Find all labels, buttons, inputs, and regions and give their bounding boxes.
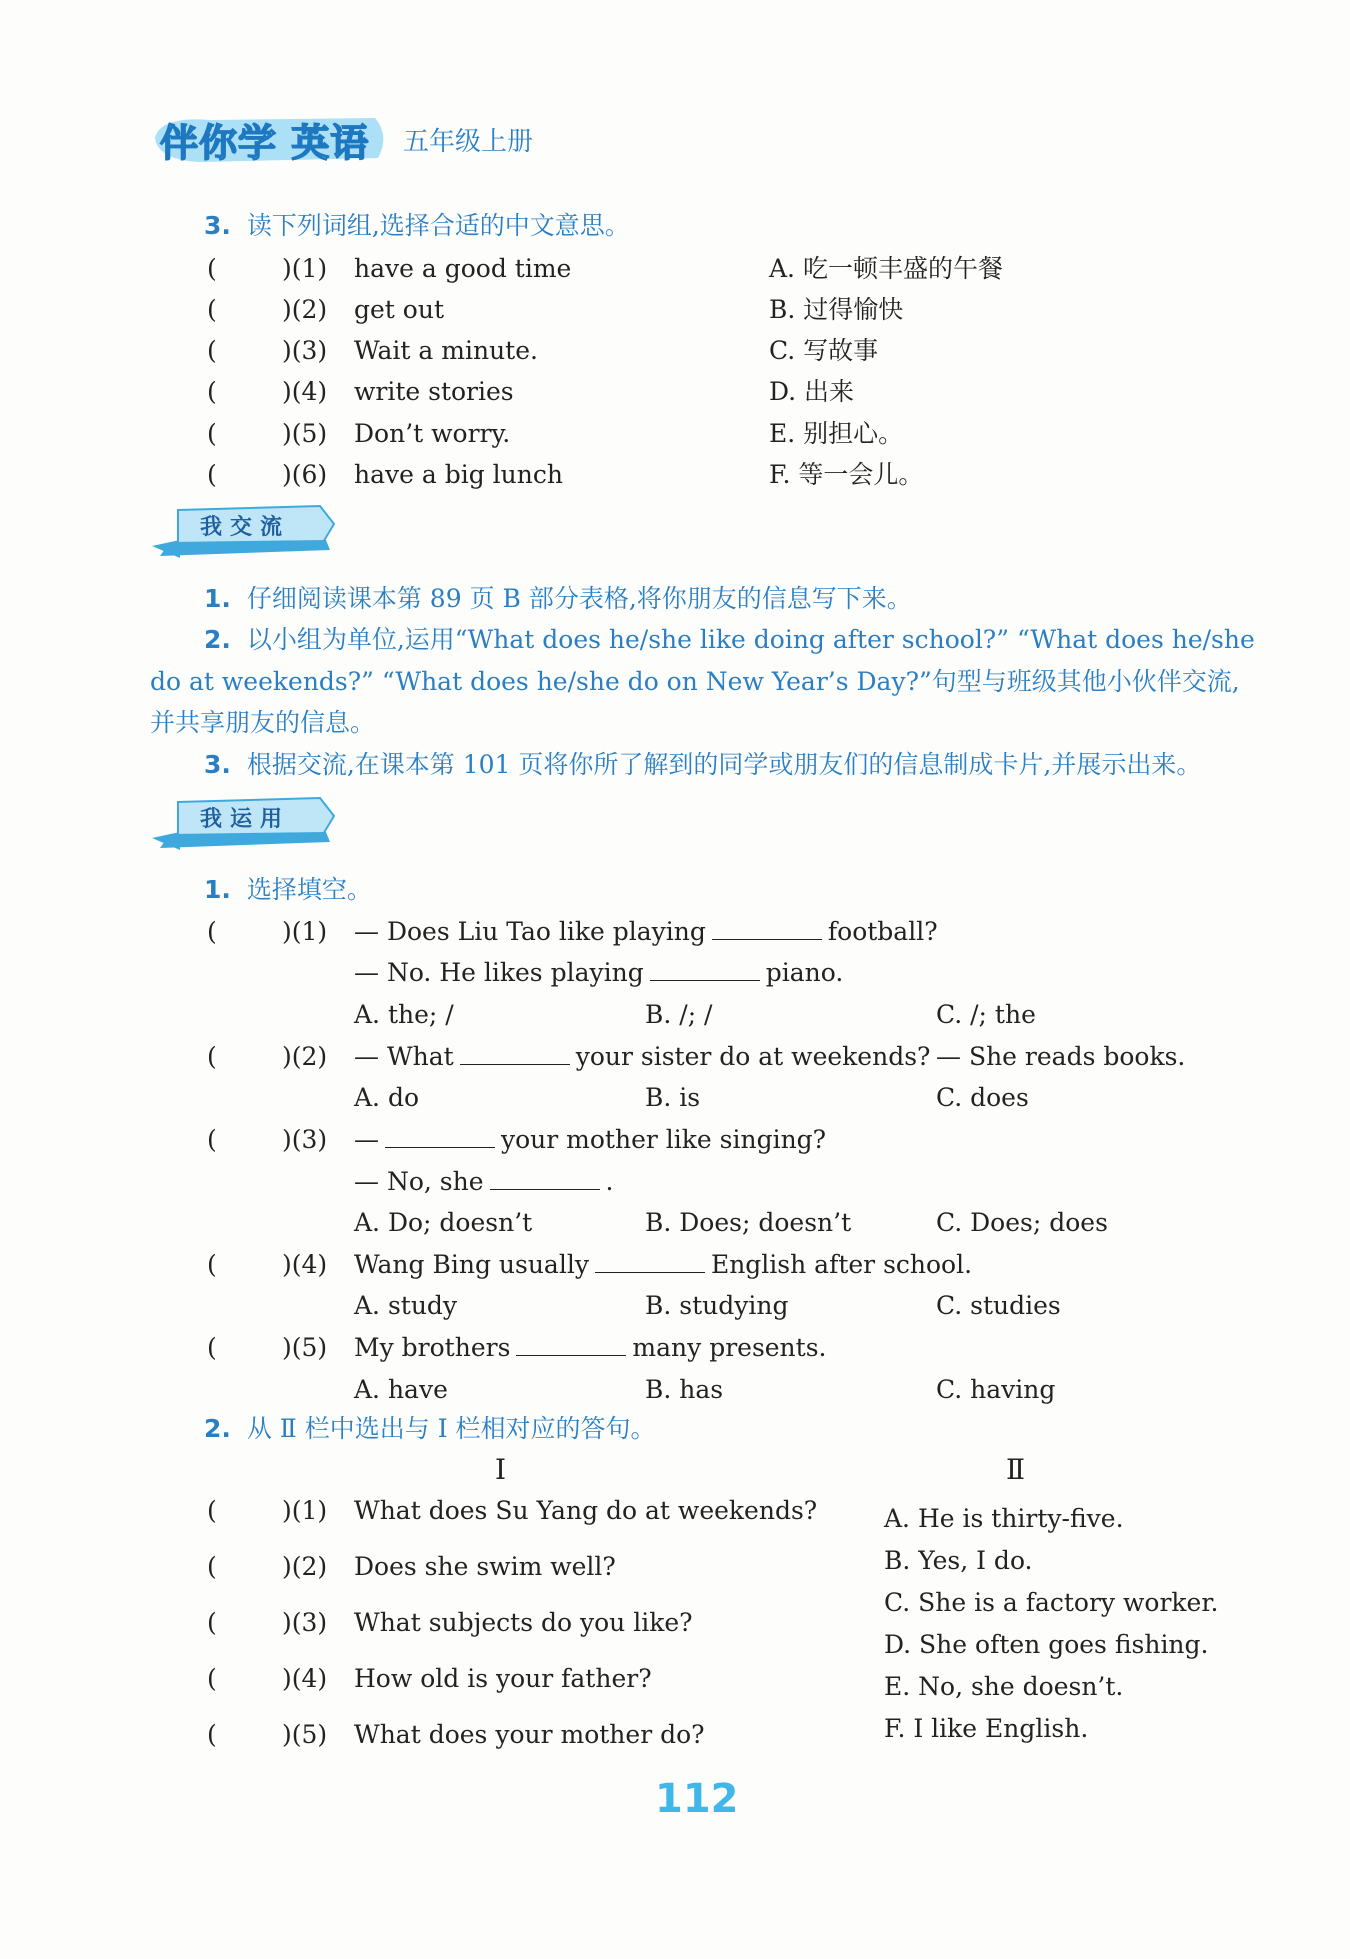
chinese-option: E. 别担心。	[769, 419, 904, 448]
option-c: C. Does; does	[936, 1208, 1108, 1237]
exchange-item-2-line-1: 以小组为单位,运用“What does he/she like doing after school?” “What does he/she	[246, 625, 1255, 654]
answer-paren-open: (	[207, 336, 217, 365]
question-text: — No, she	[354, 1167, 484, 1196]
answer-paren-open: (	[207, 419, 217, 448]
phrase-text: write stories	[354, 377, 514, 406]
banner-label: 我运用	[200, 807, 291, 832]
answer-blank[interactable]	[490, 1167, 600, 1190]
option-b: B. Does; doesn’t	[645, 1208, 852, 1237]
item-number[interactable]: )(5)	[282, 1720, 328, 1749]
answer-paren-open: (	[207, 1250, 217, 1279]
exchange-item-1: 仔细阅读课本第 89 页 B 部分表格,将你朋友的信息写下来。	[246, 584, 912, 613]
option-c: C. having	[936, 1375, 1056, 1404]
answer-option: A. He is thirty-five.	[884, 1504, 1124, 1533]
answer-option: C. She is a factory worker.	[884, 1588, 1219, 1617]
chinese-option: B. 过得愉快	[769, 295, 904, 324]
question-text: your mother like singing?	[501, 1125, 827, 1154]
option-b: B. has	[645, 1375, 724, 1404]
item-number[interactable]: )(3)	[282, 1608, 328, 1637]
question-text: — What	[354, 1042, 454, 1071]
option-a: A. the; /	[354, 1000, 454, 1029]
option-b: B. is	[645, 1083, 701, 1112]
chinese-option: D. 出来	[769, 377, 855, 406]
item-number[interactable]: )(4)	[282, 377, 328, 406]
banner-label: 我交流	[200, 515, 291, 540]
item-number[interactable]: )(2)	[282, 1552, 328, 1581]
item-number[interactable]: )(6)	[282, 460, 328, 489]
option-a: A. Do; doesn’t	[354, 1208, 533, 1237]
answer-blank[interactable]	[650, 958, 760, 981]
option-b: B. /; /	[645, 1000, 713, 1029]
answer-paren-open: (	[207, 1720, 217, 1749]
option-c: C. does	[936, 1083, 1029, 1112]
option-c: C. studies	[936, 1291, 1061, 1320]
column-heading-1: Ⅰ	[495, 1453, 507, 1486]
question-number: 2.	[204, 1414, 231, 1443]
question-instruction: 读下列词组,选择合适的中文意思。	[246, 211, 630, 240]
question-text: Does she swim well?	[354, 1552, 616, 1581]
question-text: My brothers	[354, 1333, 511, 1362]
answer-paren-open: (	[207, 295, 217, 324]
answer-option: D. She often goes fishing.	[884, 1630, 1209, 1659]
item-number[interactable]: )(2)	[282, 295, 328, 324]
answer-blank[interactable]	[516, 1333, 626, 1356]
question-text: — Does Liu Tao like playing	[354, 917, 706, 946]
question-text: What does Su Yang do at weekends?	[354, 1496, 818, 1525]
answer-blank[interactable]	[595, 1250, 705, 1273]
answer-paren-open: (	[207, 917, 217, 946]
answer-paren-open: (	[207, 254, 217, 283]
item-number[interactable]: )(2)	[282, 1042, 328, 1071]
option-a: A. do	[354, 1083, 420, 1112]
answer-paren-open: (	[207, 1125, 217, 1154]
header-title: 伴你学 英语	[160, 121, 370, 165]
question-text: piano.	[765, 958, 844, 987]
answer-blank[interactable]	[712, 917, 822, 940]
phrase-text: have a big lunch	[354, 460, 563, 489]
question-text: What does your mother do?	[354, 1720, 705, 1749]
exchange-item-2-line-3: 并共享朋友的信息。	[150, 708, 376, 737]
answer-blank[interactable]	[385, 1125, 495, 1148]
answer-option: E. No, she doesn’t.	[884, 1672, 1124, 1701]
question-text: many presents.	[632, 1333, 827, 1362]
item-number[interactable]: )(1)	[282, 1496, 328, 1525]
item-number[interactable]: )(1)	[282, 917, 328, 946]
phrase-text: have a good time	[354, 254, 572, 283]
answer-paren-open: (	[207, 377, 217, 406]
question-number: 1.	[204, 875, 231, 904]
option-b: B. studying	[645, 1291, 789, 1320]
option-a: A. have	[354, 1375, 448, 1404]
question-number: 3.	[204, 211, 231, 240]
question-text: —	[354, 1125, 379, 1154]
question-text: — No. He likes playing	[354, 958, 644, 987]
item-number[interactable]: )(5)	[282, 1333, 328, 1362]
question-number: 3.	[204, 750, 231, 779]
item-number[interactable]: )(4)	[282, 1664, 328, 1693]
question-reply: — She reads books.	[936, 1042, 1186, 1071]
chinese-option: F. 等一会儿。	[769, 460, 924, 489]
question-text: What subjects do you like?	[354, 1608, 693, 1637]
exchange-item-3: 根据交流,在课本第 101 页将你所了解到的同学或朋友们的信息制成卡片,并展示出来。	[246, 750, 1202, 779]
item-number[interactable]: )(3)	[282, 1125, 328, 1154]
option-a: A. study	[354, 1291, 458, 1320]
item-number[interactable]: )(1)	[282, 254, 328, 283]
question-text: English after school.	[710, 1250, 973, 1279]
answer-paren-open: (	[207, 1333, 217, 1362]
answer-blank[interactable]	[460, 1042, 570, 1065]
item-number[interactable]: )(5)	[282, 419, 328, 448]
answer-paren-open: (	[207, 1496, 217, 1525]
exchange-item-2-line-2: do at weekends?” “What does he/she do on New Year’s Day?”句型与班级其他小伙伴交流,	[150, 667, 1240, 696]
answer-option: B. Yes, I do.	[884, 1546, 1033, 1575]
answer-paren-open: (	[207, 1608, 217, 1637]
answer-paren-open: (	[207, 1042, 217, 1071]
question-text: .	[605, 1167, 614, 1196]
answer-paren-open: (	[207, 1664, 217, 1693]
option-c: C. /; the	[936, 1000, 1036, 1029]
phrase-text: Wait a minute.	[354, 336, 538, 365]
item-number[interactable]: )(4)	[282, 1250, 328, 1279]
phrase-text: get out	[354, 295, 444, 324]
answer-paren-open: (	[207, 1552, 217, 1581]
page-number: 112	[655, 1776, 739, 1822]
question-text: your sister do at weekends?	[575, 1042, 931, 1071]
question-number: 2.	[204, 625, 231, 654]
answer-paren-open: (	[207, 460, 217, 489]
question-text: football?	[827, 917, 938, 946]
question-number: 1.	[204, 584, 231, 613]
chinese-option: A. 吃一顿丰盛的午餐	[769, 254, 1003, 283]
item-number[interactable]: )(3)	[282, 336, 328, 365]
header-subtitle: 五年级上册	[403, 127, 534, 157]
answer-option: F. I like English.	[884, 1714, 1089, 1743]
question-text: How old is your father?	[354, 1664, 652, 1693]
column-heading-2: Ⅱ	[1006, 1453, 1026, 1486]
question-text: Wang Bing usually	[354, 1250, 589, 1279]
question-instruction: 选择填空。	[246, 875, 372, 904]
phrase-text: Don’t worry.	[354, 419, 511, 448]
question-instruction: 从 Ⅱ 栏中选出与 Ⅰ 栏相对应的答句。	[246, 1414, 656, 1443]
chinese-option: C. 写故事	[769, 336, 879, 365]
